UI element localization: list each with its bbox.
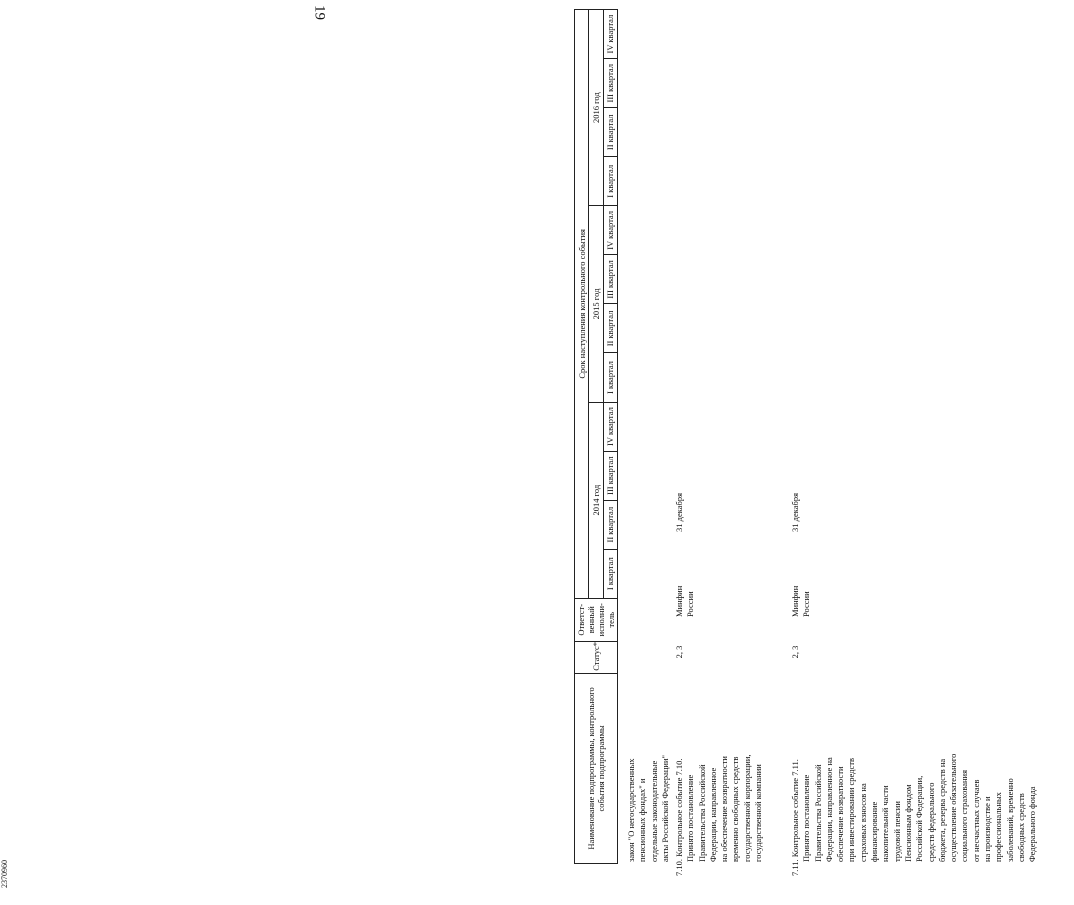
row-name-line: Принято постановление bbox=[801, 774, 812, 862]
header-year-2014: 2014 год bbox=[589, 402, 603, 598]
prelude-continuation-text bbox=[626, 755, 671, 876]
row-name-line: от несчастных случаев bbox=[970, 779, 981, 862]
row-name-line: средств федерального bbox=[925, 782, 936, 862]
row-name-line: при инвестировании средств bbox=[846, 757, 857, 862]
row-date-cell: 31 декабря bbox=[790, 493, 800, 532]
row-name-line: Пенсионным фондом bbox=[902, 784, 913, 862]
row-name-line: профессиональных bbox=[993, 792, 1004, 862]
header-quarter: II квартал bbox=[603, 108, 617, 157]
prelude-line: пенсионных фондах" и bbox=[637, 778, 648, 862]
row-name-line: государственной компании bbox=[753, 764, 764, 862]
row-name-line: Федерации, направленное на bbox=[823, 757, 834, 862]
header-quarter: IV квартал bbox=[603, 206, 617, 255]
row-name-line: Федерации, направленное bbox=[707, 767, 718, 862]
prelude-line: акты Российской Федерации" bbox=[659, 755, 670, 862]
row-executor-line: Минфин bbox=[790, 585, 800, 617]
page-number: 19 bbox=[311, 5, 328, 20]
header-status-column: Статус* bbox=[575, 641, 618, 673]
header-quarter: I квартал bbox=[603, 157, 617, 206]
header-quarter: III квартал bbox=[603, 255, 617, 304]
row-name-line: Правительства Российской bbox=[812, 764, 823, 862]
row-date-cell: 31 декабря bbox=[674, 493, 684, 532]
prelude-line: закон "О негосударственных bbox=[626, 758, 636, 862]
header-year-2016: 2016 год bbox=[589, 10, 603, 206]
header-name-column: Наименование подпрограммы, контрольного события подпрограммы bbox=[575, 673, 618, 863]
row-executor-line: Минфин bbox=[674, 585, 684, 617]
row-name-line: финансирование bbox=[869, 801, 880, 862]
row-name-line: страховых взносов на bbox=[857, 783, 868, 862]
schedule-header-table bbox=[574, 9, 618, 864]
prelude-line: отдельные законодательные bbox=[648, 760, 659, 862]
row-name-line: на обеспечение возвратности bbox=[719, 756, 730, 862]
row-name-line: трудовой пенсии bbox=[891, 801, 902, 862]
rotated-page-content bbox=[574, 0, 1074, 876]
row-name-line: накопительной части bbox=[880, 785, 891, 862]
header-quarter: III квартал bbox=[603, 59, 617, 108]
header-timing-column: Срок наступления контрольного события bbox=[575, 10, 589, 599]
header-quarter: IV квартал bbox=[603, 10, 617, 59]
row-name-line: Российской Федерации, bbox=[914, 775, 925, 862]
row-name-line: временно свободных средств bbox=[730, 756, 741, 862]
row-name-line: Федерального фонда bbox=[1027, 786, 1038, 862]
row-name-line: свободных средств bbox=[1015, 793, 1026, 862]
header-year-2015: 2015 год bbox=[589, 206, 603, 402]
row-name-line: государственной корпорации, bbox=[741, 754, 752, 862]
header-quarter: II квартал bbox=[603, 500, 617, 549]
row-name-line: Правительства Российской bbox=[696, 764, 707, 862]
row-name-line: обеспечение возвратности bbox=[835, 766, 846, 862]
row-status-cell: 2, 3 bbox=[790, 645, 800, 659]
row-executor-cell bbox=[674, 567, 697, 617]
header-quarter: IV квартал bbox=[603, 402, 617, 451]
header-quarter: I квартал bbox=[603, 549, 617, 598]
row-name-line: осуществление обязательного bbox=[948, 753, 959, 862]
row-executor-line: России bbox=[801, 591, 812, 617]
row-name-line: заболеваний, временно bbox=[1004, 778, 1015, 862]
header-quarter: III квартал bbox=[603, 451, 617, 500]
row-name-cell bbox=[790, 676, 1039, 876]
row-executor-line: России bbox=[685, 591, 696, 617]
header-quarter: II квартал bbox=[603, 304, 617, 353]
row-name-line: 7.10. Контрольное событие 7.10. bbox=[674, 758, 684, 876]
row-name-cell bbox=[674, 676, 764, 876]
row-name-line: Принято постановление bbox=[685, 774, 696, 862]
row-name-line: на производстве и bbox=[982, 796, 993, 862]
row-status-cell: 2, 3 bbox=[674, 645, 684, 659]
header-quarter: I квартал bbox=[603, 353, 617, 402]
row-executor-cell bbox=[790, 567, 813, 617]
document-code: 2370960 bbox=[0, 860, 9, 888]
header-executor-column: Ответст-венный исполни-тель bbox=[575, 598, 618, 641]
row-name-line: социального страхования bbox=[959, 769, 970, 862]
row-name-line: 7.11. Контрольное событие 7.11. bbox=[790, 759, 800, 876]
row-name-line: бюджета, резерва средств на bbox=[936, 758, 947, 862]
